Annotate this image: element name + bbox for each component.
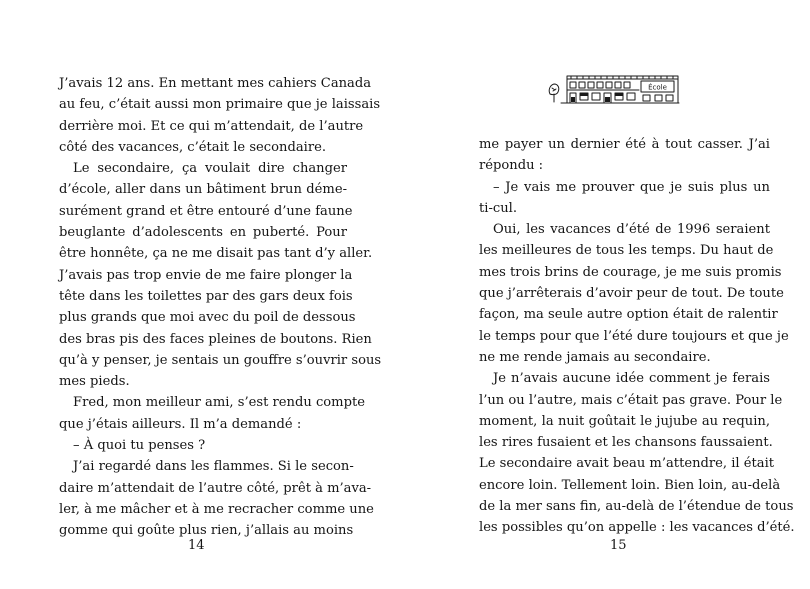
- text-line: façon, ma seule autre option était de ralentir: [479, 307, 778, 323]
- text-line: que j’arrêterais d’avoir peur de tout. De toute: [479, 286, 784, 302]
- text-line: côté des vacances, c’était le secondaire.: [59, 139, 326, 155]
- text-line: – À quoi tu penses ?: [73, 438, 206, 454]
- text-line: surément grand et être entouré d’une faune: [59, 203, 353, 219]
- text-line: encore loin. Tellement loin. Bien loin, au-delà: [479, 477, 781, 493]
- text-line: beuglante d’adolescents en puberté. Pour: [59, 225, 347, 241]
- right-page-text: [479, 134, 795, 539]
- text-line: le temps pour que l’été dure toujours et que je: [479, 328, 789, 344]
- text-line: les possibles qu’on appelle : les vacances d’été.: [479, 520, 795, 536]
- text-line: au feu, c’était aussi mon primaire que je laissais: [59, 97, 381, 113]
- text-line: gomme qui goûte plus rien, j’allais au moins: [59, 523, 354, 539]
- school-building-illustration: [547, 72, 681, 106]
- text-line: ler, à me mâcher et à me recracher comme une: [59, 501, 374, 517]
- text-line: mes trois brins de courage, je me suis promis: [479, 264, 782, 280]
- text-line: tête dans les toilettes par des gars deux fois: [59, 288, 353, 304]
- left-page-text: [59, 73, 382, 542]
- text-line: J’ai regardé dans les flammes. Si le secon-: [73, 459, 354, 475]
- page-number-left: 14: [188, 538, 205, 553]
- text-line: de la mer sans fin, au-delà de l’étendue de tous: [479, 499, 794, 515]
- text-line: mes pieds.: [59, 374, 130, 390]
- text-line: Le secondaire, ça voulait dire changer: [73, 161, 347, 177]
- text-line: ti-cul.: [479, 200, 517, 216]
- text-line: moment, la nuit goûtait le jujube au requin,: [479, 413, 770, 429]
- text-line: les meilleures de tous les temps. Du haut de: [479, 243, 774, 259]
- text-line: les rires fusaient et les chansons faussaient.: [479, 435, 773, 451]
- text-line: que j’étais ailleurs. Il m’a demandé :: [59, 416, 302, 432]
- text-line: l’un ou l’autre, mais c’était pas grave. Pour le: [479, 392, 783, 408]
- text-line: Je n’avais aucune idée comment je ferais: [493, 371, 770, 387]
- page-number-right: 15: [610, 538, 627, 553]
- text-line: Fred, mon meilleur ami, s’est rendu compte: [73, 395, 365, 411]
- text-line: – Je vais me prouver que je suis plus un: [493, 179, 770, 195]
- text-line: daire m’attendait de l’autre côté, prêt à m’ava-: [59, 480, 372, 496]
- text-line: être honnête, ça ne me disait pas tant d’y aller.: [59, 246, 373, 262]
- text-line: qu’à y penser, je sentais un gouffre s’ouvrir sous: [59, 352, 382, 368]
- text-line: des bras pis des faces pleines de boutons. Rien: [59, 331, 372, 347]
- right-page: [405, 0, 810, 589]
- text-line: Le secondaire avait beau m’attendre, il était: [479, 456, 775, 472]
- text-line: plus grands que moi avec du poil de dessous: [59, 310, 356, 326]
- school-sign-text: École: [648, 83, 667, 92]
- text-line: ne me rende jamais au secondaire.: [479, 349, 711, 365]
- text-line: derrière moi. Et ce qui m’attendait, de l’autre: [59, 118, 364, 134]
- text-line: me payer un dernier été à tout casser. J’ai: [479, 137, 770, 152]
- text-line: répondu :: [479, 158, 544, 174]
- text-line: J’avais pas trop envie de me faire plonger la: [59, 267, 353, 283]
- text-line: d’école, aller dans un bâtiment brun déme-: [59, 182, 347, 198]
- text-line: Oui, les vacances d’été de 1996 seraient: [493, 222, 770, 238]
- text-line: J’avais 12 ans. En mettant mes cahiers Canada: [59, 76, 372, 91]
